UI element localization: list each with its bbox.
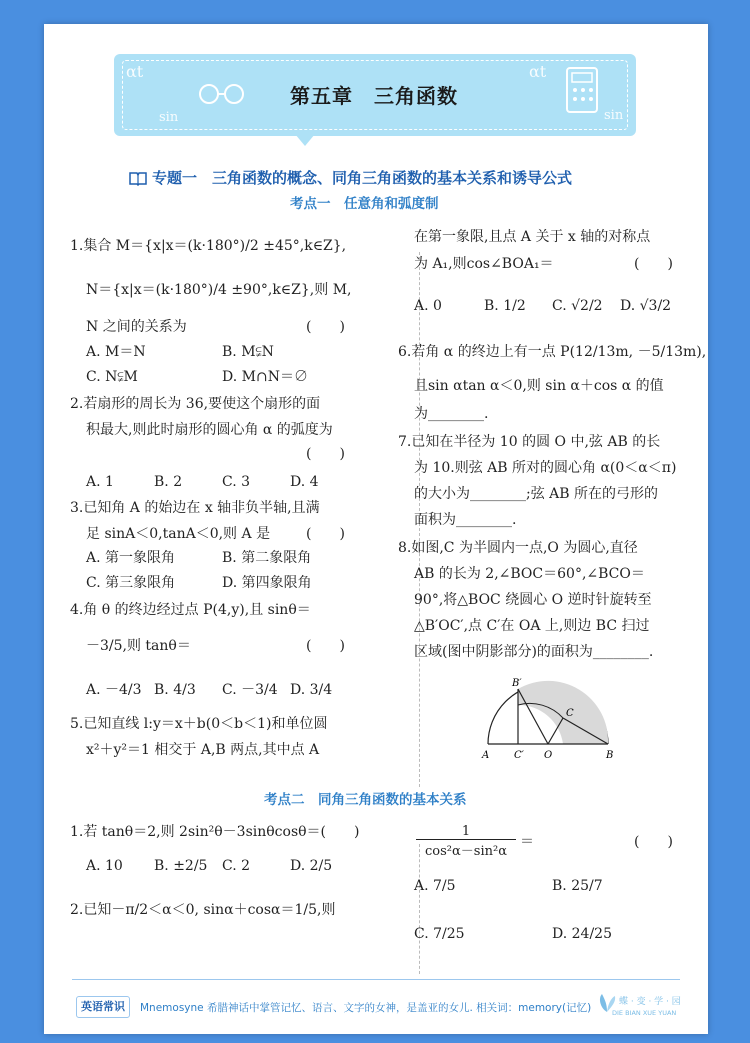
shaded-region [518, 681, 608, 744]
calculator-icon [559, 62, 609, 122]
p2-q1-option-b: B. ±2/5 [154, 858, 208, 874]
q8-line1: 8.如图,C 为半圆内一点,O 为圆心,直径 [398, 540, 638, 556]
q2-option-d: D. 4 [290, 474, 319, 490]
label-b-prime: B′ [512, 678, 522, 689]
q5-option-a: A. 0 [414, 298, 442, 314]
q4-option-b: B. 4/3 [154, 682, 196, 698]
book-icon [128, 170, 148, 186]
q3-line2: 足 sinA＜0,tanA＜0,则 A 是 [86, 526, 271, 542]
footer-divider [72, 979, 680, 980]
chapter-title: 第五章 三角函数 [290, 84, 458, 108]
q4-answer-paren: ( ) [306, 638, 345, 654]
logo-text: 蝶 · 变 · 学 · 园 [619, 997, 681, 1007]
p2-q2-option-c: C. 7/25 [414, 926, 465, 942]
q4-option-a: A. －4/3 [86, 682, 142, 698]
p2-q1-option-d: D. 2/5 [290, 858, 333, 874]
page [44, 24, 708, 1034]
p2-q2-answer-paren: ( ) [634, 834, 673, 850]
q7-line4: 面积为________. [414, 512, 517, 528]
topic-title: 专题一 三角函数的概念、同角三角函数的基本关系和诱导公式 [152, 169, 573, 187]
q8-line2: AB 的长为 2,∠BOC＝60°,∠BCO＝ [414, 566, 645, 582]
q3-option-d: D. 第四象限角 [222, 575, 312, 591]
q6-line1: 6.若角 α 的终边上有一点 P(12/13m, －5/13m), [398, 344, 707, 360]
q4-line2: －3/5,则 tanθ＝ [86, 638, 191, 654]
p2-q2-fraction [416, 824, 516, 859]
alpha-deco-right: αt [529, 62, 547, 81]
q2-option-c: C. 3 [222, 474, 251, 490]
p2-q2-option-b: B. 25/7 [552, 878, 603, 894]
q1-option-d: D. M∩N＝∅ [222, 369, 308, 385]
logo-subtext: DIE BIAN XUE YUAN [612, 1009, 677, 1017]
q2-option-b: B. 2 [154, 474, 183, 490]
q7-line2: 为 10.则弦 AB 所对的圆心角 α(0＜α＜π) [414, 460, 677, 476]
q2-line2: 积最大,则此时扇形的圆心角 α 的弧度为 [86, 422, 333, 438]
q6-line3: 为________. [414, 406, 489, 422]
p2-q1-option-c: C. 2 [222, 858, 251, 874]
p2-q1-line1: 1.若 tanθ＝2,则 2sin²θ－3sinθcosθ＝( ) [70, 824, 360, 840]
section-title-2: 考点二 同角三角函数的基本关系 [264, 792, 467, 808]
sin-deco: sin [159, 110, 179, 125]
footer-text: Mnemosyne 希腊神话中掌管记忆、语言、文字的女神，是盖亚的女儿. 相关词：memory(记忆) [140, 1002, 592, 1014]
semicircle-figure [474, 674, 624, 764]
q7-line1: 7.已知在半径为 10 的圆 O 中,弦 AB 的长 [398, 434, 661, 450]
p2-q2-option-a: A. 7/5 [414, 878, 456, 894]
q5-line2: x²＋y²＝1 相交于 A,B 两点,其中点 A [86, 742, 320, 758]
column-divider-2 [419, 844, 420, 974]
sin-deco-right: sin [604, 108, 624, 123]
q1-option-c: C. N⫋M [86, 369, 138, 385]
label-b: B [606, 750, 614, 761]
q5-line1: 5.已知直线 l:y＝x＋b(0＜b＜1)和单位圆 [70, 716, 328, 732]
p2-q2-line1: 2.已知－π/2＜α＜0, sinα＋cosα＝1/5,则 [70, 902, 336, 918]
q5-line4: 为 A₁,则cos∠BOA₁＝ [414, 256, 554, 272]
q3-answer-paren: ( ) [306, 526, 345, 542]
q5-option-b: B. 1/2 [484, 298, 526, 314]
p2-q2-denominator: cos²α－sin²α [425, 844, 507, 859]
q5-option-d: D. √3/2 [620, 298, 672, 314]
q8-line3: 90°,将△BOC 绕圆心 O 逆时针旋转至 [414, 592, 652, 608]
q4-option-c: C. －3/4 [222, 682, 278, 698]
q3-option-b: B. 第二象限角 [222, 550, 312, 566]
label-c-prime: C′ [514, 750, 524, 761]
q6-line2: 且sin αtan α＜0,则 sin α＋cos α 的值 [414, 378, 664, 394]
q4-line1: 4.角 θ 的终边经过点 P(4,y),且 sinθ＝ [70, 602, 311, 618]
q2-answer-paren: ( ) [306, 446, 345, 462]
label-c: C [566, 708, 574, 719]
p2-q1-option-a: A. 10 [86, 858, 123, 874]
q1-line2: N＝{x|x＝(k·180°)/4 ±90°,k∈Z},则 M, [86, 282, 352, 298]
q5-answer-paren: ( ) [634, 256, 673, 272]
p2-q2-equals: ＝ [520, 834, 534, 850]
q8-line4: △B′OC′,点 C′在 OA 上,则边 BC 扫过 [414, 618, 650, 634]
banner-pointer [295, 134, 315, 146]
q1-line3: N 之间的关系为 [86, 319, 187, 335]
q4-option-d: D. 3/4 [290, 682, 333, 698]
q1-option-b: B. M⫋N [222, 344, 274, 360]
q1-line1: 1.集合 M＝{x|x＝(k·180°)/2 ±45°,k∈Z}, [70, 238, 347, 254]
label-o: O [544, 750, 553, 761]
label-a: A [482, 750, 490, 761]
q3-option-c: C. 第三象限角 [86, 575, 176, 591]
p2-q2-numerator: 1 [416, 824, 516, 840]
q5-option-c: C. √2/2 [552, 298, 603, 314]
section-title-1: 考点一 任意角和弧度制 [290, 196, 439, 212]
q2-option-a: A. 1 [86, 474, 114, 490]
q5-line3: 在第一象限,且点 A 关于 x 轴的对称点 [414, 229, 651, 245]
q1-option-a: A. M＝N [86, 344, 146, 360]
q7-line3: 的大小为________;弦 AB 所在的弓形的 [414, 486, 659, 502]
q3-line1: 3.已知角 A 的始边在 x 轴非负半轴,且满 [70, 500, 320, 516]
q8-line5: 区域(图中阴影部分)的面积为________. [414, 644, 654, 660]
alpha-deco: αt [126, 62, 144, 81]
footer-tag: 英语常识 [76, 996, 130, 1018]
q3-option-a: A. 第一象限角 [86, 550, 176, 566]
q1-answer-paren: ( ) [306, 319, 345, 335]
q2-line1: 2.若扇形的周长为 36,要使这个扇形的面 [70, 396, 321, 412]
p2-q2-option-d: D. 24/25 [552, 926, 612, 942]
